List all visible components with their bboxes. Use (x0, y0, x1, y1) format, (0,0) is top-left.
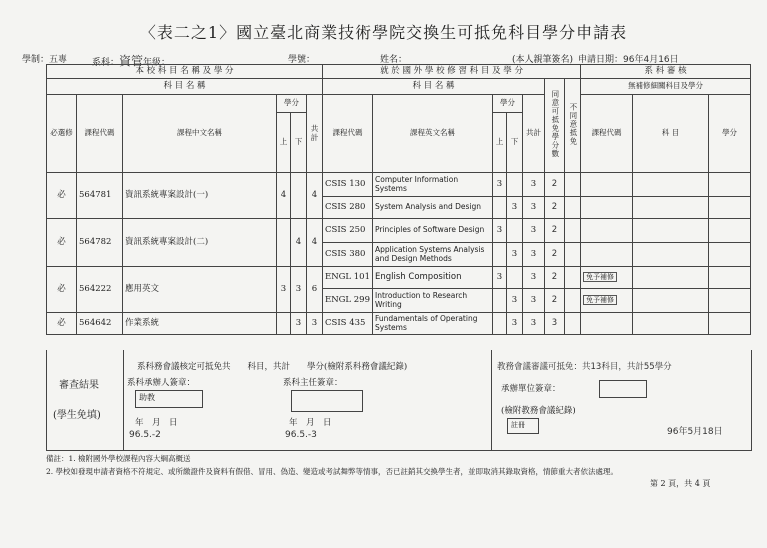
code-header: 課程代碼 (77, 95, 123, 173)
review-code-header: 課程代碼 (581, 95, 633, 173)
disagree-header: 不同意抵免 (565, 79, 581, 173)
review-credit-header: 學分 (709, 95, 751, 173)
review-section-header: 系 科 審 核 (581, 65, 751, 79)
chair-label: 系科主任簽章： (283, 378, 343, 388)
review-result-cell (47, 350, 124, 450)
academic-handler-label: 承辦單位簽章： (501, 384, 561, 394)
table-row: 必 564222 應用英文 3 3 6 ENGL 101 English Composition 3 3 2 免予補修 (47, 267, 751, 289)
date-handwriting: 96年4月16日 (623, 55, 679, 65)
academic-date: 96年5月18日 (667, 427, 723, 437)
total-header: 共計 (307, 95, 323, 173)
table-row: 必 564782 資訊系統專案設計(二) 4 4 CSIS 250 Principles of Software Design 3 3 2 (47, 219, 751, 243)
note-line-2: 2. 學校如發現申請者資格不符規定、或所繳證件及資料有假借、冒用、偽造、變造或考試舞弊等情事，否已註銷其交換學生者，並即取消其錄取資格，情節重大者依法處理。 (46, 467, 619, 476)
chair-stamp (291, 390, 363, 412)
table-row: 必 564642 作業系統 3 3 CSIS 435 Fundamentals of Operating Systems 3 3 3 (47, 313, 751, 335)
committee-text: 系科務會議核定可抵免共 科目，共計 學分(檢附系科務會議紀錄) (137, 362, 408, 372)
credit-header: 學分 (277, 95, 307, 113)
foreign-course-name-header: 科 目 名 稱 (323, 79, 545, 95)
foreign-first-header: 上 (493, 113, 507, 173)
committee-cell (123, 350, 492, 450)
academic-note: (檢附教務會議紀錄) (501, 406, 576, 416)
review-result-label: 審查結果 (59, 380, 99, 391)
foreign-name-header: 課程英文名稱 (373, 95, 493, 173)
agree-credits-header: 同意可抵免學分數 (545, 79, 565, 173)
meta-name: 姓名： (380, 55, 408, 65)
table-row: CSIS 280 System Analysis and Design 3 3 2 (47, 197, 751, 219)
handler-date-hw: 96.5.-2 (129, 430, 161, 440)
review-stamp: 免予補修 (581, 289, 633, 313)
foreign-section-header: 就 於 國 外 學 校 修 習 科 目 及 學 分 (323, 65, 581, 79)
meta-dept: 系科：資管年級： (92, 54, 171, 68)
foreign-credit-header: 學分 (493, 95, 523, 113)
document-title: 〈表二之1〉國立臺北商業技術學院交換生可抵免科目學分申請表 (139, 23, 628, 42)
handler-stamp: 助教 (135, 390, 203, 408)
handler-label: 系科承辦人簽章： (127, 378, 196, 388)
table-row: ENGL 299 Introduction to Research Writing 3 3 2 免予補修 (47, 289, 751, 313)
home-course-name-header: 科 目 名 稱 (47, 79, 323, 95)
handler-date: 年 月 日 (135, 418, 178, 428)
second-term-header: 下 (291, 113, 307, 173)
chair-date: 年 月 日 (289, 418, 332, 428)
registration-stamp: 註冊 (507, 418, 539, 434)
page-indicator: 第 2 頁，共 4 頁 (650, 479, 711, 488)
meta-student-no: 學號： (288, 55, 316, 65)
review-stamp: 免予補修 (581, 267, 633, 289)
cname-header: 課程中文名稱 (123, 95, 277, 173)
review-result-note: (學生免填) (53, 410, 101, 421)
required-header: 必選修 (47, 95, 77, 173)
dept-handwriting: 資管 (119, 54, 144, 68)
home-section-header: 本 校 科 目 名 稱 及 學 分 (47, 65, 323, 79)
table-row: CSIS 380 Application Systems Analysis and Design Methods 3 3 2 (47, 243, 751, 267)
review-section (46, 350, 752, 451)
program-handwriting: 五專 (49, 55, 68, 65)
meta-program: 學制：五專 (22, 55, 68, 65)
review-detail-header: 無補修細關科目及學分 (581, 79, 751, 95)
meta-date: 申請日期：96年4月16日 (578, 55, 679, 65)
table-row: 必 564781 資訊系統專案設計(一) 4 4 CSIS 130 Computer Information Systems 3 3 2 (47, 173, 751, 197)
foreign-total-header: 共計 (523, 95, 545, 173)
meta-sign-note: (本人親筆簽名) (512, 55, 574, 65)
chair-date-hw: 96.5.-3 (285, 430, 317, 440)
review-name-header: 科 目 (633, 95, 709, 173)
first-term-header: 上 (277, 113, 291, 173)
foreign-code-header: 課程代碼 (323, 95, 373, 173)
credit-table (46, 64, 751, 335)
academic-text: 教務會議審議可抵免：共13科目，共計55學分 (497, 362, 672, 372)
note-line-1: 備註：1. 檢附國外學校課程內容大綱高概送 (46, 454, 191, 463)
foreign-second-header: 下 (507, 113, 523, 173)
academic-handler-stamp (599, 380, 647, 398)
academic-cell (491, 350, 751, 450)
